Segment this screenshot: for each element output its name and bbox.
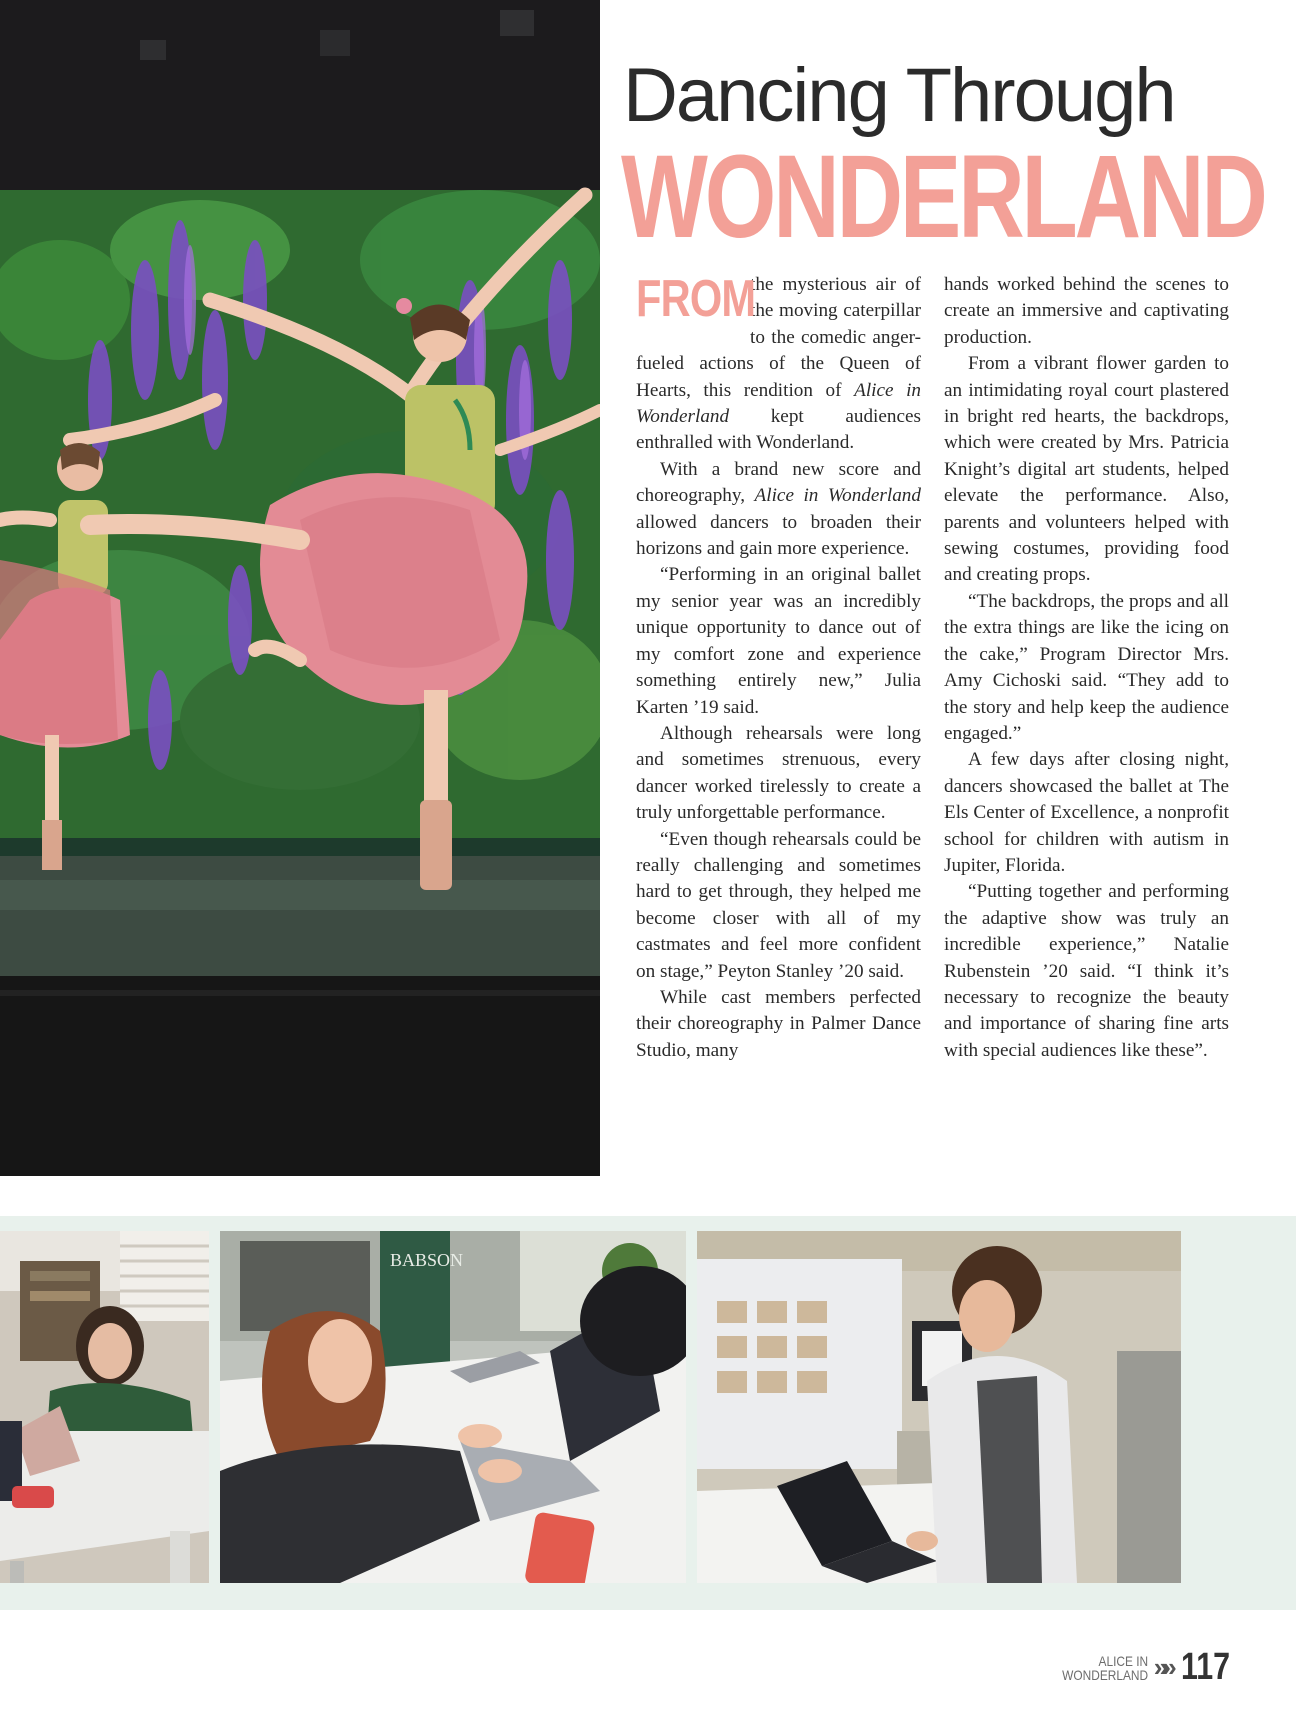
article-paragraph: “Performing in an original ballet my senior year was an incredibly unique opportunity to dance out of my comfort zone and experience something entirely new,” Julia Karten ’19 said. (636, 564, 921, 718)
article-lead-paragraph (636, 272, 921, 457)
page-folio (1047, 1646, 1242, 1689)
article-paragraph: “Putting together and performing the adaptive show was truly an incredible experience,” Natalie Rubenstein ’20 said. “I think it’s necessary to recognize the beauty and importance of sharing fine arts with special audiences like these”. (944, 881, 1229, 1061)
section-name-line1: ALICE IN (1098, 1652, 1148, 1669)
ballet-stage-photo (0, 0, 600, 1176)
section-name (1062, 1654, 1148, 1682)
chevron-right-icon: »» (1153, 1652, 1171, 1682)
article-column-1 (636, 272, 921, 1064)
student-laptop-photo-1 (0, 1231, 209, 1583)
paragraph-text: With a brand new score and choreography, (636, 458, 921, 507)
italic-title: Alice in Wonderland (754, 485, 921, 507)
article-paragraph: While cast members perfected their choreography in Palmer Dance Studio, many (636, 986, 921, 1061)
page-number: 117 (1180, 1646, 1230, 1688)
lead-tail: kept audiences enthralled with Wonderland. (636, 406, 921, 454)
lead-word: FROM (636, 270, 756, 328)
article-paragraph: A few days after closing night, dancers showcased the ballet at The Els Center of Excellence, a nonprofit school for children with autism in Jupiter, Florida. (944, 749, 1229, 876)
sweatshirt-text: BABSON (390, 1250, 464, 1270)
headline-line1: Dancing Through (623, 53, 1175, 138)
headline-title: WONDERLAND (621, 131, 1265, 263)
student-laptop-photo-2 (220, 1231, 686, 1583)
section-name-line2: WONDERLAND (1061, 1666, 1148, 1683)
article-column-2 (944, 272, 1229, 1064)
article-paragraph: “Even though rehearsals could be really challenging and sometimes hard to get through, they helped me become closer with all of my castmates and feel more confident on stage,” Peyton Stanley ’20 said. (636, 828, 921, 982)
article-paragraph: From a vibrant flower garden to an intimidating royal court plastered in bright red hearts, the backdrops, which were created by Mrs. Patricia Knight’s digital art students, helped elevate the performance. Also, parents and volunteers helped with sewing costumes, providing food and creating props. (944, 353, 1229, 586)
student-laptop-photo-3 (697, 1231, 1181, 1583)
lead-text: the mysterious air of the moving caterpillar to the comedic anger-fueled actions of the Queen of Hearts, this rendition of (636, 274, 921, 401)
article-paragraph (636, 457, 921, 563)
article-paragraph: hands worked behind the scenes to create an immersive and captivating production. (944, 274, 1229, 348)
article-paragraph: “The backdrops, the props and all the extra things are like the icing on the cake,” Program Director Mrs. Amy Cichoski said. “They add to the story and help keep the audience engaged.” (944, 590, 1229, 744)
lead-italic-title: Alice in Wonderland (636, 379, 921, 428)
article-paragraph: Although rehearsals were long and sometimes strenuous, every dancer worked tirelessly to create a truly unforgettable performance. (636, 722, 921, 824)
paragraph-text: allowed dancers to broaden their horizons and gain more experience. (636, 511, 921, 560)
